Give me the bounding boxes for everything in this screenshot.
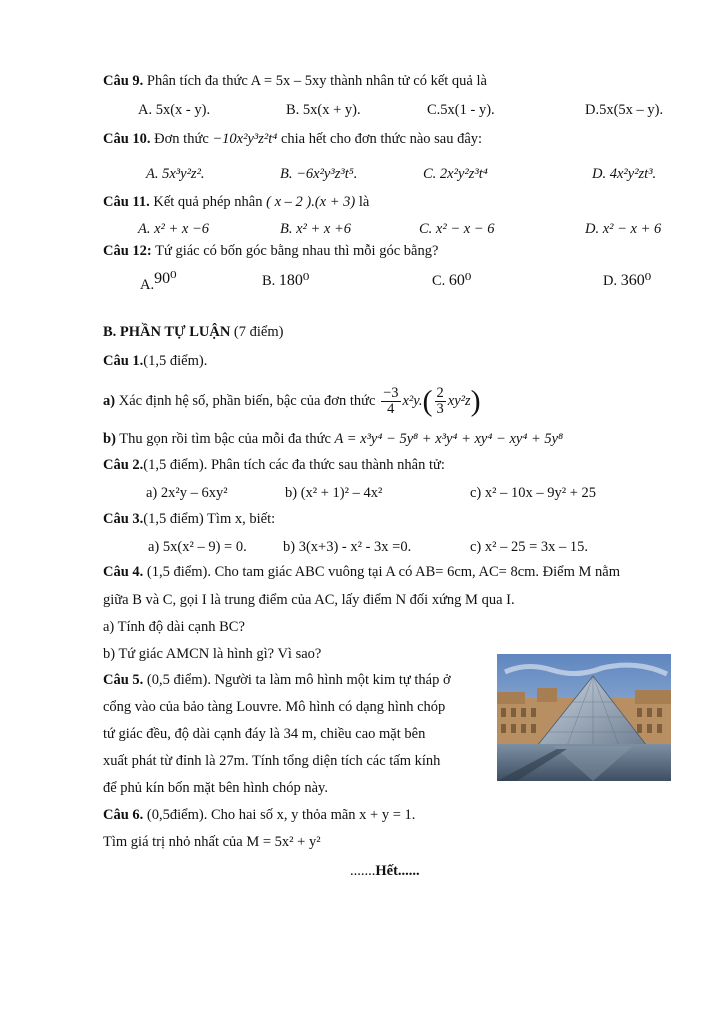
end-text: Hết...... xyxy=(375,863,420,879)
problem-2c: c) x² – 10x – 9y² + 25 xyxy=(470,485,597,501)
q11-option-b: B. x² + x +6 xyxy=(280,221,352,237)
fraction-denominator: 3 xyxy=(436,401,444,418)
q9-option-d: D.5x(5x – y). xyxy=(585,102,664,118)
q12-option-d xyxy=(603,272,651,290)
problem-3b: b) 3(x+3) - x² - 3x =0. xyxy=(283,539,412,555)
problem-4-text-1: (1,5 điểm). Cho tam giác ABC vuông tại A có AB= 6cm, AC= 8cm. Điểm M nằm xyxy=(143,564,620,580)
problem-5-text-1: (0,5 điểm). Người ta làm mô hình một kim tự tháp ở xyxy=(143,672,451,688)
q12-option-a-value: 90⁰ xyxy=(154,270,177,287)
problem-5-line-5: để phủ kín bốn mặt bên hình chóp này. xyxy=(103,780,328,796)
problem-1-points: (1,5 điểm). xyxy=(143,353,208,369)
q12-option-a xyxy=(140,270,177,294)
problem-5-line-2: cổng vào của bảo tàng Louvre. Mô hình có dạng hình chóp xyxy=(103,699,446,715)
problem-3-number: Câu 3. xyxy=(103,511,144,527)
fraction-numerator: 2 xyxy=(436,385,444,402)
question-11-expression: ( x – 2 ).(x + 3) xyxy=(266,194,356,210)
problem-6-text-1: (0,5điểm). Cho hai số x, y thỏa mãn x + y = 1. xyxy=(143,807,416,823)
end-dots: ....... xyxy=(350,863,376,879)
problem-1b-text: Thu gọn rồi tìm bậc của mỗi đa thức xyxy=(115,431,335,447)
q12-option-d-label: D. xyxy=(603,273,618,289)
q10-option-a: A. 5x³y²z². xyxy=(146,166,205,182)
monomial-end: xy²z xyxy=(447,393,471,409)
fraction-neg-3-4 xyxy=(381,386,400,417)
question-12 xyxy=(103,242,438,260)
problem-6-line-2: Tìm giá trị nhỏ nhất của M = 5x² + y² xyxy=(103,834,321,850)
problem-5-number: Câu 5. xyxy=(103,672,144,688)
q12-option-c-label: C. xyxy=(432,273,446,289)
problem-2-text: (1,5 điểm). Phân tích các đa thức sau thành nhân tử: xyxy=(143,457,445,473)
problem-4-line-2: giữa B và C, gọi I là trung điểm của AC, lấy điểm N đối xứng M qua I. xyxy=(103,592,515,608)
question-10-number: Câu 10. xyxy=(103,131,151,147)
problem-2-number: Câu 2. xyxy=(103,457,144,473)
fraction-numerator: −3 xyxy=(383,385,399,402)
q10-option-d: D. 4x²y²zt³. xyxy=(592,166,657,182)
problem-1 xyxy=(103,352,207,370)
louvre-pyramid-image xyxy=(497,654,671,781)
section-b-heading xyxy=(103,323,283,341)
q9-option-c: C.5x(1 - y). xyxy=(427,102,495,118)
question-10-post: chia hết cho đơn thức nào sau đây: xyxy=(277,131,483,147)
problem-1b-polynomial: A = x³y⁴ − 5y⁸ + x³y⁴ + xy⁴ − xy⁴ + 5y⁸ xyxy=(334,431,564,447)
problem-4-line-1 xyxy=(103,563,620,581)
problem-2 xyxy=(103,456,445,474)
problem-4-number: Câu 4. xyxy=(103,564,144,580)
q12-option-b-label: B. xyxy=(262,273,276,289)
monomial-middle: x²y. xyxy=(402,393,423,409)
question-11-pre: Kết quả phép nhân xyxy=(149,194,267,210)
q11-option-a: A. x² + x −6 xyxy=(138,221,210,237)
q12-option-c xyxy=(432,272,471,290)
problem-3 xyxy=(103,510,275,528)
question-10 xyxy=(103,130,482,148)
section-b-title: B. PHẦN TỰ LUẬN xyxy=(103,324,231,340)
q10-option-b: B. −6x²y³z³t⁵. xyxy=(280,166,358,182)
fraction-2-3 xyxy=(435,386,446,417)
q12-option-b-value: 180⁰ xyxy=(278,272,310,289)
section-b-points: (7 điểm) xyxy=(230,324,284,340)
q12-option-d-value: 360⁰ xyxy=(620,272,652,289)
q9-option-b: B. 5x(x + y). xyxy=(286,102,361,118)
problem-2b: b) (x² + 1)² – 4x² xyxy=(285,485,383,501)
problem-3-text: (1,5 điểm) Tìm x, biết: xyxy=(143,511,276,527)
q12-option-b xyxy=(262,272,309,290)
question-11-post: là xyxy=(355,194,370,210)
question-9 xyxy=(103,72,487,90)
q12-option-a-label: A. xyxy=(140,277,155,293)
problem-6-line-1 xyxy=(103,806,415,824)
end-marker xyxy=(350,862,420,880)
problem-5-line-3: tứ giác đều, độ dài cạnh đáy là 34 m, chiều cao mặt bên xyxy=(103,726,426,742)
question-12-number: Câu 12: xyxy=(103,243,152,259)
right-paren: ) xyxy=(470,384,481,418)
question-11 xyxy=(103,193,369,211)
question-10-monomial: −10x²y³z²t⁴ xyxy=(212,131,278,147)
problem-1a-label: a) xyxy=(103,393,116,409)
problem-2a: a) 2x²y – 6xy² xyxy=(146,485,228,501)
question-9-text: Phân tích đa thức A = 5x – 5xy thành nhân tử có kết quả là xyxy=(143,73,487,89)
problem-6-number: Câu 6. xyxy=(103,807,144,823)
fraction-denominator: 4 xyxy=(387,401,395,418)
problem-1b xyxy=(103,430,563,448)
problem-4b: b) Tứ giác AMCN là hình gì? Vì sao? xyxy=(103,646,322,662)
problem-5-line-1 xyxy=(103,671,451,689)
q9-option-a: A. 5x(x - y). xyxy=(138,102,211,118)
question-10-pre: Đơn thức xyxy=(150,131,213,147)
q12-option-c-value: 60⁰ xyxy=(448,272,472,289)
problem-5-line-4: xuất phát từ đỉnh là 27m. Tính tổng diện tích các tấm kính xyxy=(103,753,441,769)
left-paren: ( xyxy=(422,384,433,418)
problem-3a: a) 5x(x² – 9) = 0. xyxy=(148,539,247,555)
q11-option-c: C. x² − x − 6 xyxy=(419,221,495,237)
question-12-text: Tứ giác có bốn góc bằng nhau thì mỗi góc bằng? xyxy=(151,243,439,259)
problem-1a xyxy=(103,381,481,423)
question-9-number: Câu 9. xyxy=(103,73,144,89)
q10-option-c: C. 2x²y²z³t⁴ xyxy=(423,166,488,182)
question-11-number: Câu 11. xyxy=(103,194,150,210)
problem-1a-text: Xác định hệ số, phần biến, bậc của đơn thức xyxy=(115,393,380,409)
q11-option-d: D. x² − x + 6 xyxy=(585,221,662,237)
problem-1-number: Câu 1. xyxy=(103,353,144,369)
problem-4a: a) Tính độ dài cạnh BC? xyxy=(103,619,245,635)
problem-3c: c) x² – 25 = 3x – 15. xyxy=(470,539,589,555)
problem-1b-label: b) xyxy=(103,431,116,447)
